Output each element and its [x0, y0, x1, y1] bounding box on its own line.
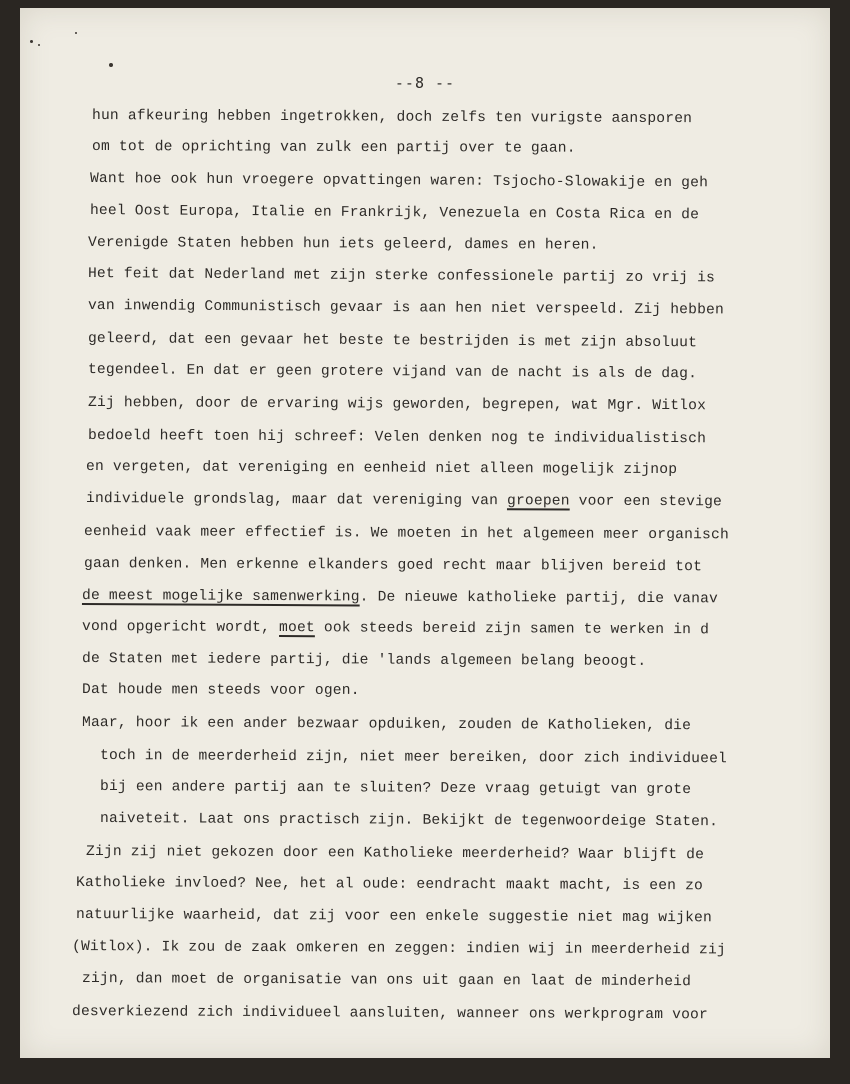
text-line: geleerd, dat een gevaar het beste te bestrijden is met zijn absoluut [87, 331, 698, 352]
ink-speck [75, 32, 77, 34]
text-line: de Staten met iedere partij, die 'lands algemeen belang beoogt. [81, 651, 647, 670]
text-line: toch in de meerderheid zijn, niet meer bereiken, door zich individueel [99, 748, 728, 768]
text-line: Verenigde Staten hebben hun iets geleerd, dames en heren. [87, 235, 599, 254]
text-line: Want hoe ook hun vroegere opvattingen waren: Tsjocho-Slowakije en geh [89, 171, 709, 192]
text-line: zijn, dan moet de organisatie van ons uit gaan en laat de minderheid [81, 971, 692, 991]
text-line: van inwendig Communistisch gevaar is aan hen niet verspeeld. Zij hebben [87, 298, 725, 319]
text-line: vond opgericht wordt, moet ook steeds bereid zijn samen te werken in d [81, 619, 710, 639]
underlined-word: moet [279, 620, 315, 637]
text-line: individuele grondslag, maar dat vereniging van groepen voor een stevige [85, 491, 723, 511]
page-number: --8 -- [394, 74, 456, 92]
text-line: Katholieke invloed? Nee, het al oude: eendracht maakt macht, is een zo [75, 875, 704, 895]
underlined-word: groepen [506, 493, 570, 510]
text-line: hun afkeuring hebben ingetrokken, doch zelfs ten vurigste aansporen [91, 108, 693, 128]
text-line: bedoeld heeft toen hij schreef: Velen denken nog te individualistisch [87, 428, 707, 448]
text-line: Zij hebben, door de ervaring wijs geworden, begrepen, wat Mgr. Witlox [87, 395, 707, 415]
ink-speck [38, 44, 40, 46]
text-line: natuurlijke waarheid, dat zij voor een enkele suggestie niet mag wijken [75, 907, 713, 927]
text-line: Maar, hoor ik een ander bezwaar opduiken, zouden de Katholieken, die [81, 715, 692, 735]
text-line: naiveteit. Laat ons practisch zijn. Bekijkt de tegenwoordeige Staten. [99, 811, 719, 831]
text-line: heel Oost Europa, Italie en Frankrijk, Venezuela en Costa Rica en de [89, 203, 700, 224]
ink-speck [30, 40, 33, 43]
text-line: bij een andere partij aan te sluiten? Deze vraag getuigt van grote [99, 779, 692, 799]
typewritten-page [20, 8, 830, 1058]
text-line: om tot de oprichting van zulk een partij over te gaan. [91, 139, 576, 157]
text-line: gaan denken. Men erkenne elkanders goed recht maar blijven bereid tot [83, 556, 703, 576]
text-line: tegendeel. En dat er geen grotere vijand van de nacht is als de dag. [87, 362, 698, 383]
text-line: de meest mogelijke samenwerking. De nieuwe katholieke partij, die vanav [81, 588, 719, 608]
text-line: en vergeten, dat vereniging en eenheid niet alleen mogelijk zijnop [85, 459, 678, 479]
ink-speck [109, 63, 113, 67]
text-line: Dat houde men steeds voor ogen. [81, 682, 360, 699]
text-line: (Witlox). Ik zou de zaak omkeren en zeggen: indien wij in meerderheid zij [71, 939, 726, 959]
text-line: desverkiezend zich individueel aansluiten, wanneer ons werkprogram voor [71, 1004, 709, 1024]
text-line: eenheid vaak meer effectief is. We moeten in het algemeen meer organisch [83, 524, 729, 544]
underlined-phrase: de meest mogelijke samenwerking [81, 588, 360, 606]
text-line: Het feit dat Nederland met zijn sterke confessionele partij zo vrij is [87, 266, 716, 287]
text-line: Zijn zij niet gekozen door een Katholieke meerderheid? Waar blijft de [85, 844, 705, 864]
